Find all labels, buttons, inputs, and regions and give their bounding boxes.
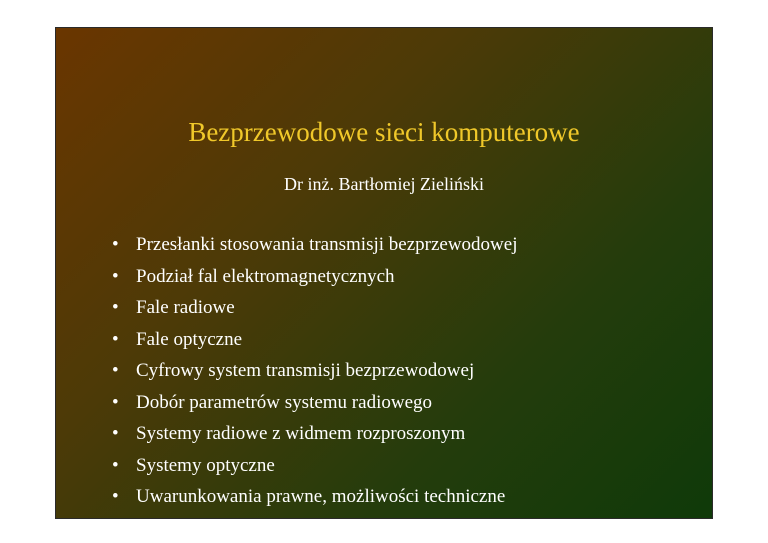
bullet-list <box>112 235 517 519</box>
bullet-text: Systemy optyczne <box>136 454 275 476</box>
slide-author: Dr inż. Bartłomiej Zieliński <box>284 174 484 194</box>
bullet-icon: • <box>112 360 119 381</box>
bullet-item <box>112 487 517 519</box>
bullet-icon: • <box>112 423 119 444</box>
bullet-text: Systemy radiowe z widmem rozproszonym <box>136 423 466 444</box>
bullet-icon: • <box>112 265 119 287</box>
bullet-text: Fale radiowe <box>136 297 235 318</box>
bullet-text: Przesłanki stosowania transmisji bezprzewodowej <box>136 234 518 255</box>
bullet-item <box>112 235 517 267</box>
slide <box>56 28 712 518</box>
bullet-icon: • <box>112 486 119 507</box>
bullet-item <box>112 267 517 299</box>
bullet-text: Dobór parametrów systemu radiowego <box>136 391 433 413</box>
bullet-text: Podział fal elektromagnetycznych <box>136 265 395 287</box>
slide-title: Bezprzewodowe sieci komputerowe <box>188 117 580 147</box>
bullet-icon: • <box>112 297 119 318</box>
bullet-item <box>112 424 517 456</box>
bullet-icon: • <box>112 328 119 350</box>
bullet-item <box>112 298 517 330</box>
bullet-icon: • <box>112 234 119 255</box>
bullet-icon: • <box>112 454 119 476</box>
bullet-item <box>112 456 517 488</box>
bullet-text: Cyfrowy system transmisji bezprzewodowej <box>136 360 475 381</box>
bullet-text: Fale optyczne <box>136 328 243 350</box>
bullet-item <box>112 330 517 362</box>
bullet-item <box>112 361 517 393</box>
bullet-text: Uwarunkowania prawne, możliwości techniczne <box>136 486 506 507</box>
bullet-icon: • <box>112 391 119 413</box>
bullet-item <box>112 393 517 425</box>
